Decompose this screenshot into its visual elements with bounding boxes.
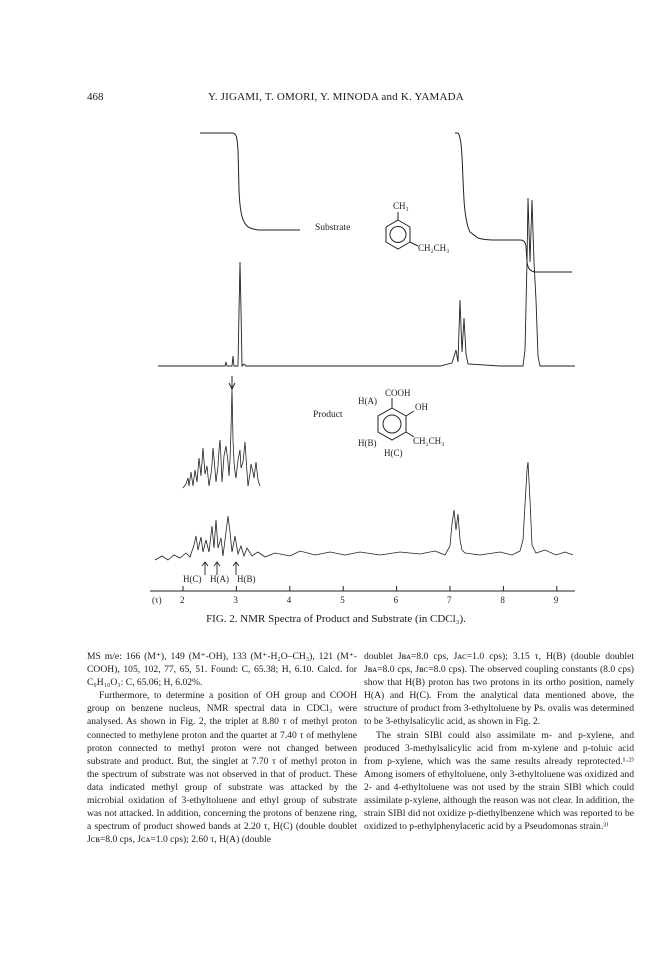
product-top-group: COOH: [385, 388, 411, 398]
product-oh-group: OH: [415, 402, 428, 412]
body-column-right: [364, 650, 634, 833]
tau-axis-tick-label: 5: [340, 595, 345, 605]
running-head: Y. JIGAMI, T. OMORI, Y. MINODA and K. YAMADA: [208, 91, 464, 103]
substrate-side-group: CH₂CH₃: [418, 243, 450, 253]
page-number: 468: [87, 91, 104, 103]
tau-axis-tick-label: 3: [233, 595, 238, 605]
tau-axis-unit: (τ): [152, 595, 162, 605]
figure-caption: FIG. 2. NMR Spectra of Product and Substrate (in CDCl₃).: [206, 613, 466, 625]
product-label-a: H(A): [358, 396, 377, 406]
substrate-top-group: CH₃: [393, 201, 409, 211]
product-label: Product: [313, 410, 343, 420]
tau-axis-ticks: [180, 586, 559, 605]
product-structure: [378, 398, 414, 440]
peak-label-h-b: H(B): [237, 574, 256, 584]
tau-axis-tick-label: 4: [286, 595, 292, 605]
substrate-spectrum: [158, 198, 575, 366]
product-side-group: CH₂CH₃: [413, 436, 445, 446]
coupling-paragraph: doublet Jʙᴀ=8.0 cps, Jᴀᴄ=1.0 cps); 3.15 τ, H(B) (double doublet Jʙᴀ=8.0 cps, Jʙᴄ=8.0 cps). The observed coupling constants (8.0 cps) show that H(B) proton has two protons in its ortho position, namely H(A) and H(C). From the analytical data mentioned above, the structure of product from 3-ethyltoluene by Ps. ovalis was determined to be 3-ethylsalicylic acid, as shown in Fig. 2.: [364, 651, 634, 728]
product-inset-spectrum: [183, 388, 260, 488]
substrate-integral-curve: [200, 133, 572, 272]
nmr-analysis-paragraph: Furthermore, to determine a position of OH group and COOH group on benzene nucleus, NMR spectral data in CDCl₃ were analysed. As shown in Fig. 2, the triplet at 8.80 τ of methyl proton connected to methylene proton and the quartet at 7.40 τ of methylene proton connected to methyl proton were not changed between substrate and product. But, the singlet at 7.70 τ of methyl proton in the spectrum of substrate was not observed in that of product. These data indicated methyl group of substrate was attacked by the microbial oxidation of 3-ethyltoluene and ethyl group of substrate was not attacked. In addition, concerning the protons of benzene ring, a spectrum of product showed bands at 2.20 τ, H(C) (double doublet Jᴄʙ=8.0 cps, Jᴄᴀ=1.0 cps); 2.60 τ, H(A) (double: [87, 690, 357, 846]
strain-paragraph: The strain SIBl could also assimilate m- and p-xylene, and produced 3-methylsalicylic acid from m-xylene and p-toluic acid from p-xylene, which was the same results already reprotected.¹·²⁾ Among isomers of ethyltoluene, only 3-ethyltoluene was oxidized and 2- and 4-ethyltoluene was not used by the strain SIBl which could assimilate p-xylene, although the reason was not clear. In addition, the strain SIBl did not oxidize p-diethylbenzene which was reported to be oxidized to p-ethylphenylacetic acid by a Pseudomonas strain.³⁾: [364, 729, 634, 833]
peak-label-h-a: H(A): [210, 574, 229, 584]
product-label-b: H(B): [358, 438, 377, 448]
body-column-left: [87, 650, 357, 846]
tau-axis-tick-label: 2: [180, 595, 185, 605]
product-inset-arrow: [229, 376, 235, 389]
tau-axis-tick-label: 9: [553, 595, 559, 605]
peak-label-h-c: H(C): [183, 574, 202, 584]
substrate-label: Substrate: [315, 223, 351, 233]
ms-data-paragraph: MS m/e: 166 (M⁺), 149 (M⁺-OH), 133 (M⁺-H₂O–CH₃), 121 (M⁺-COOH), 105, 102, 77, 65, 51. Found: C, 65.38; H, 6.10. Calcd. for C₉H₁₀O₃: C, 65.06; H, 6.02%.: [87, 651, 357, 689]
tau-axis-tick-label: 7: [447, 595, 452, 605]
tau-axis-tick-label: 6: [393, 595, 399, 605]
product-spectrum: [155, 462, 573, 560]
product-label-c: H(C): [384, 448, 403, 458]
substrate-structure: [386, 212, 418, 249]
tau-axis-tick-label: 8: [500, 595, 505, 605]
